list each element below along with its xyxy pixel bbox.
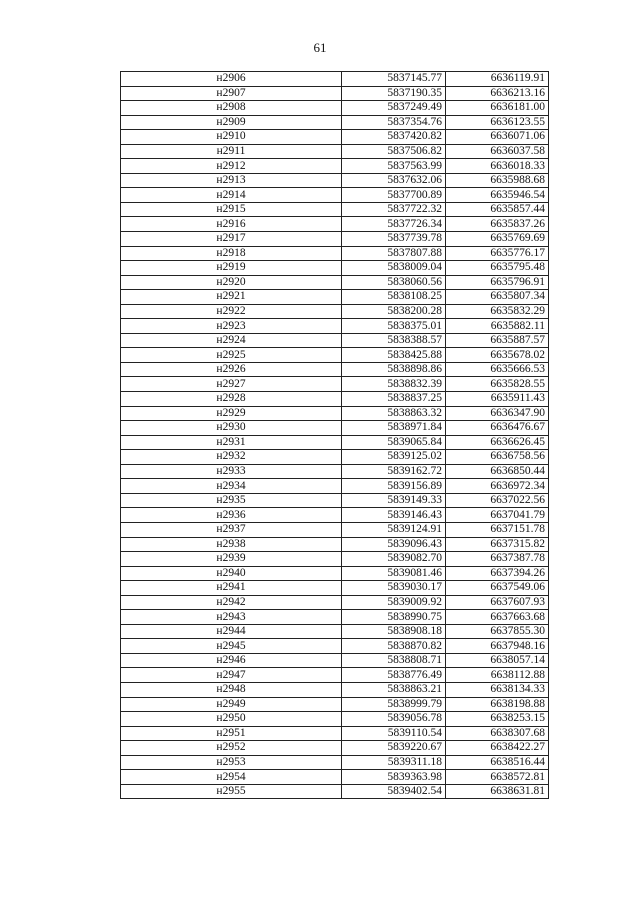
- x-coordinate-cell: 5839220.67: [342, 741, 446, 756]
- point-id-cell: н2940: [121, 566, 342, 581]
- table-row: [121, 72, 549, 87]
- point-id-cell: н2907: [121, 86, 342, 101]
- x-coordinate-cell: 5839096.43: [342, 537, 446, 552]
- point-id-cell: н2943: [121, 610, 342, 625]
- table-row: [121, 668, 549, 683]
- y-coordinate-cell: 6635795.48: [446, 261, 549, 276]
- x-coordinate-cell: 5838108.25: [342, 290, 446, 305]
- x-coordinate-cell: 5838375.01: [342, 319, 446, 334]
- y-coordinate-cell: 6635857.44: [446, 202, 549, 217]
- table-row: [121, 508, 549, 523]
- table-row: [121, 217, 549, 232]
- x-coordinate-cell: 5837420.82: [342, 130, 446, 145]
- y-coordinate-cell: 6638516.44: [446, 755, 549, 770]
- y-coordinate-cell: 6636626.45: [446, 435, 549, 450]
- table-row: [121, 522, 549, 537]
- x-coordinate-cell: 5839149.33: [342, 493, 446, 508]
- point-id-cell: н2913: [121, 173, 342, 188]
- y-coordinate-cell: 6635807.34: [446, 290, 549, 305]
- table-row: [121, 246, 549, 261]
- y-coordinate-cell: 6636037.58: [446, 144, 549, 159]
- point-id-cell: н2938: [121, 537, 342, 552]
- point-id-cell: н2910: [121, 130, 342, 145]
- table-row: [121, 741, 549, 756]
- point-id-cell: н2920: [121, 275, 342, 290]
- point-id-cell: н2937: [121, 522, 342, 537]
- point-id-cell: н2948: [121, 682, 342, 697]
- y-coordinate-cell: 6635946.54: [446, 188, 549, 203]
- x-coordinate-cell: 5837145.77: [342, 72, 446, 87]
- y-coordinate-cell: 6638253.15: [446, 712, 549, 727]
- x-coordinate-cell: 5838425.88: [342, 348, 446, 363]
- table-row: [121, 86, 549, 101]
- y-coordinate-cell: 6636119.91: [446, 72, 549, 87]
- x-coordinate-cell: 5838009.04: [342, 261, 446, 276]
- y-coordinate-cell: 6635776.17: [446, 246, 549, 261]
- x-coordinate-cell: 5839030.17: [342, 581, 446, 596]
- table-row: [121, 450, 549, 465]
- y-coordinate-cell: 6637607.93: [446, 595, 549, 610]
- x-coordinate-cell: 5838908.18: [342, 624, 446, 639]
- y-coordinate-cell: 6637394.26: [446, 566, 549, 581]
- y-coordinate-cell: 6636758.56: [446, 450, 549, 465]
- y-coordinate-cell: 6635882.11: [446, 319, 549, 334]
- table-row: [121, 682, 549, 697]
- table-row: [121, 653, 549, 668]
- table-row: [121, 712, 549, 727]
- y-coordinate-cell: 6637041.79: [446, 508, 549, 523]
- x-coordinate-cell: 5837563.99: [342, 159, 446, 174]
- point-id-cell: н2933: [121, 464, 342, 479]
- point-id-cell: н2917: [121, 232, 342, 247]
- x-coordinate-cell: 5839081.46: [342, 566, 446, 581]
- x-coordinate-cell: 5839124.91: [342, 522, 446, 537]
- y-coordinate-cell: 6636476.67: [446, 421, 549, 436]
- x-coordinate-cell: 5838971.84: [342, 421, 446, 436]
- x-coordinate-cell: 5838808.71: [342, 653, 446, 668]
- point-id-cell: н2949: [121, 697, 342, 712]
- point-id-cell: н2912: [121, 159, 342, 174]
- point-id-cell: н2922: [121, 304, 342, 319]
- x-coordinate-cell: 5838863.32: [342, 406, 446, 421]
- point-id-cell: н2918: [121, 246, 342, 261]
- table-row: [121, 639, 549, 654]
- point-id-cell: н2936: [121, 508, 342, 523]
- table-row: [121, 101, 549, 116]
- y-coordinate-cell: 6635828.55: [446, 377, 549, 392]
- x-coordinate-cell: 5837354.76: [342, 115, 446, 130]
- x-coordinate-cell: 5838832.39: [342, 377, 446, 392]
- x-coordinate-cell: 5837739.78: [342, 232, 446, 247]
- y-coordinate-cell: 6635837.26: [446, 217, 549, 232]
- point-id-cell: н2953: [121, 755, 342, 770]
- point-id-cell: н2952: [121, 741, 342, 756]
- x-coordinate-cell: 5839065.84: [342, 435, 446, 450]
- table-row: [121, 595, 549, 610]
- x-coordinate-cell: 5839082.70: [342, 552, 446, 567]
- table-row: [121, 493, 549, 508]
- point-id-cell: н2935: [121, 493, 342, 508]
- x-coordinate-cell: 5838200.28: [342, 304, 446, 319]
- y-coordinate-cell: 6636071.06: [446, 130, 549, 145]
- x-coordinate-cell: 5839009.92: [342, 595, 446, 610]
- point-id-cell: н2909: [121, 115, 342, 130]
- y-coordinate-cell: 6635887.57: [446, 333, 549, 348]
- point-id-cell: н2916: [121, 217, 342, 232]
- y-coordinate-cell: 6636181.00: [446, 101, 549, 116]
- table-row: [121, 610, 549, 625]
- x-coordinate-cell: 5838898.86: [342, 362, 446, 377]
- point-id-cell: н2947: [121, 668, 342, 683]
- x-coordinate-cell: 5839311.18: [342, 755, 446, 770]
- y-coordinate-cell: 6635769.69: [446, 232, 549, 247]
- point-id-cell: н2932: [121, 450, 342, 465]
- x-coordinate-cell: 5839162.72: [342, 464, 446, 479]
- table-row: [121, 566, 549, 581]
- y-coordinate-cell: 6638631.81: [446, 784, 549, 799]
- point-id-cell: н2946: [121, 653, 342, 668]
- point-id-cell: н2924: [121, 333, 342, 348]
- y-coordinate-cell: 6637151.78: [446, 522, 549, 537]
- x-coordinate-cell: 5838837.25: [342, 392, 446, 407]
- coordinates-table: [120, 71, 549, 799]
- x-coordinate-cell: 5838776.49: [342, 668, 446, 683]
- y-coordinate-cell: 6638057.14: [446, 653, 549, 668]
- point-id-cell: н2926: [121, 362, 342, 377]
- y-coordinate-cell: 6638307.68: [446, 726, 549, 741]
- x-coordinate-cell: 5838060.56: [342, 275, 446, 290]
- x-coordinate-cell: 5839146.43: [342, 508, 446, 523]
- point-id-cell: н2927: [121, 377, 342, 392]
- point-id-cell: н2930: [121, 421, 342, 436]
- x-coordinate-cell: 5837632.06: [342, 173, 446, 188]
- x-coordinate-cell: 5837190.35: [342, 86, 446, 101]
- point-id-cell: н2954: [121, 770, 342, 785]
- table-row: [121, 377, 549, 392]
- y-coordinate-cell: 6637022.56: [446, 493, 549, 508]
- y-coordinate-cell: 6637387.78: [446, 552, 549, 567]
- x-coordinate-cell: 5839125.02: [342, 450, 446, 465]
- x-coordinate-cell: 5837726.34: [342, 217, 446, 232]
- y-coordinate-cell: 6636123.55: [446, 115, 549, 130]
- table-row: [121, 202, 549, 217]
- x-coordinate-cell: 5838999.79: [342, 697, 446, 712]
- table-row: [121, 726, 549, 741]
- x-coordinate-cell: 5839056.78: [342, 712, 446, 727]
- x-coordinate-cell: 5837700.89: [342, 188, 446, 203]
- table-row: [121, 479, 549, 494]
- point-id-cell: н2944: [121, 624, 342, 639]
- point-id-cell: н2951: [121, 726, 342, 741]
- point-id-cell: н2955: [121, 784, 342, 799]
- y-coordinate-cell: 6635911.43: [446, 392, 549, 407]
- table-row: [121, 232, 549, 247]
- table-row: [121, 624, 549, 639]
- coordinates-table-body: [121, 72, 549, 799]
- y-coordinate-cell: 6637549.06: [446, 581, 549, 596]
- y-coordinate-cell: 6635796.91: [446, 275, 549, 290]
- table-row: [121, 755, 549, 770]
- y-coordinate-cell: 6636213.16: [446, 86, 549, 101]
- point-id-cell: н2921: [121, 290, 342, 305]
- y-coordinate-cell: 6638572.81: [446, 770, 549, 785]
- table-row: [121, 188, 549, 203]
- y-coordinate-cell: 6637315.82: [446, 537, 549, 552]
- y-coordinate-cell: 6636850.44: [446, 464, 549, 479]
- x-coordinate-cell: 5838388.57: [342, 333, 446, 348]
- point-id-cell: н2942: [121, 595, 342, 610]
- table-row: [121, 290, 549, 305]
- y-coordinate-cell: 6638422.27: [446, 741, 549, 756]
- table-row: [121, 421, 549, 436]
- table-row: [121, 348, 549, 363]
- table-row: [121, 464, 549, 479]
- page-number: 61: [313, 40, 327, 55]
- x-coordinate-cell: 5837722.32: [342, 202, 446, 217]
- point-id-cell: н2934: [121, 479, 342, 494]
- point-id-cell: н2906: [121, 72, 342, 87]
- table-row: [121, 392, 549, 407]
- point-id-cell: н2941: [121, 581, 342, 596]
- table-row: [121, 115, 549, 130]
- point-id-cell: н2911: [121, 144, 342, 159]
- table-row: [121, 770, 549, 785]
- x-coordinate-cell: 5838863.21: [342, 682, 446, 697]
- x-coordinate-cell: 5839156.89: [342, 479, 446, 494]
- y-coordinate-cell: 6635666.53: [446, 362, 549, 377]
- table-row: [121, 159, 549, 174]
- table-row: [121, 552, 549, 567]
- x-coordinate-cell: 5838990.75: [342, 610, 446, 625]
- table-row: [121, 130, 549, 145]
- table-row: [121, 362, 549, 377]
- point-id-cell: н2931: [121, 435, 342, 450]
- table-row: [121, 275, 549, 290]
- table-row: [121, 319, 549, 334]
- y-coordinate-cell: 6635988.68: [446, 173, 549, 188]
- y-coordinate-cell: 6635832.29: [446, 304, 549, 319]
- table-row: [121, 697, 549, 712]
- point-id-cell: н2915: [121, 202, 342, 217]
- point-id-cell: н2923: [121, 319, 342, 334]
- x-coordinate-cell: 5837807.88: [342, 246, 446, 261]
- table-row: [121, 581, 549, 596]
- table-row: [121, 537, 549, 552]
- point-id-cell: н2914: [121, 188, 342, 203]
- point-id-cell: н2929: [121, 406, 342, 421]
- table-row: [121, 435, 549, 450]
- y-coordinate-cell: 6637948.16: [446, 639, 549, 654]
- point-id-cell: н2945: [121, 639, 342, 654]
- y-coordinate-cell: 6636972.34: [446, 479, 549, 494]
- x-coordinate-cell: 5837506.82: [342, 144, 446, 159]
- x-coordinate-cell: 5839363.98: [342, 770, 446, 785]
- x-coordinate-cell: 5839402.54: [342, 784, 446, 799]
- y-coordinate-cell: 6636347.90: [446, 406, 549, 421]
- y-coordinate-cell: 6638198.88: [446, 697, 549, 712]
- x-coordinate-cell: 5837249.49: [342, 101, 446, 116]
- point-id-cell: н2925: [121, 348, 342, 363]
- table-row: [121, 304, 549, 319]
- y-coordinate-cell: 6636018.33: [446, 159, 549, 174]
- x-coordinate-cell: 5838870.82: [342, 639, 446, 654]
- table-row: [121, 406, 549, 421]
- table-row: [121, 173, 549, 188]
- point-id-cell: н2939: [121, 552, 342, 567]
- point-id-cell: н2919: [121, 261, 342, 276]
- x-coordinate-cell: 5839110.54: [342, 726, 446, 741]
- y-coordinate-cell: 6637855.30: [446, 624, 549, 639]
- y-coordinate-cell: 6635678.02: [446, 348, 549, 363]
- table-row: [121, 784, 549, 799]
- table-row: [121, 144, 549, 159]
- point-id-cell: н2950: [121, 712, 342, 727]
- point-id-cell: н2928: [121, 392, 342, 407]
- table-row: [121, 261, 549, 276]
- y-coordinate-cell: 6638112.88: [446, 668, 549, 683]
- y-coordinate-cell: 6638134.33: [446, 682, 549, 697]
- y-coordinate-cell: 6637663.68: [446, 610, 549, 625]
- point-id-cell: н2908: [121, 101, 342, 116]
- table-row: [121, 333, 549, 348]
